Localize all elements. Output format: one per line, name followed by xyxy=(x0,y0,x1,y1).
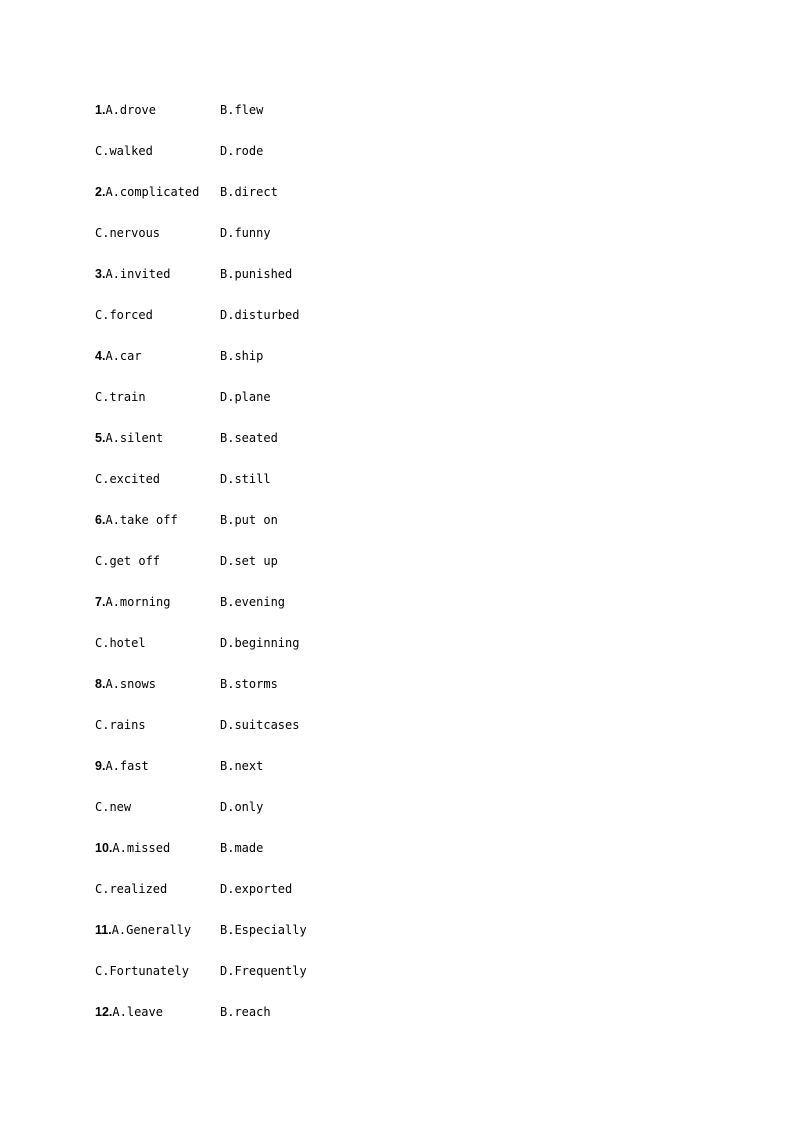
option-d-text: D.beginning xyxy=(220,636,300,650)
question-row-7-ab xyxy=(95,593,395,634)
question-number: 12. xyxy=(95,1005,113,1019)
option-d-text: D.Frequently xyxy=(220,964,307,978)
question-number: 11. xyxy=(95,923,112,937)
question-row-10-ab xyxy=(95,839,395,880)
question-row-9-cd xyxy=(95,798,395,839)
option-a-text: A.take off xyxy=(105,513,178,527)
question-row-6-cd xyxy=(95,552,395,593)
option-d-text: D.still xyxy=(220,472,271,486)
question-number: 2. xyxy=(95,185,106,199)
question-row-3-cd xyxy=(95,306,395,347)
option-b-text: B.reach xyxy=(220,1005,271,1019)
question-row-8-ab xyxy=(95,675,395,716)
question-number: 6. xyxy=(95,513,106,527)
option-c-text: C.train xyxy=(95,390,146,404)
option-a-text: A.Generally xyxy=(111,923,192,937)
question-number: 10. xyxy=(95,841,113,855)
option-b-text: B.made xyxy=(220,841,264,855)
answer-options-list xyxy=(95,101,395,1044)
question-row-1-cd xyxy=(95,142,395,183)
option-d-text: D.suitcases xyxy=(220,718,300,732)
option-a xyxy=(95,265,170,283)
option-d-text: D.exported xyxy=(220,882,293,896)
question-number: 7. xyxy=(95,595,106,609)
question-number: 1. xyxy=(95,103,106,117)
option-a xyxy=(95,347,142,365)
option-c-text: C.Fortunately xyxy=(95,964,189,978)
question-row-6-ab xyxy=(95,511,395,552)
option-a-text: A.car xyxy=(105,349,142,363)
option-a-text: A.snows xyxy=(105,677,157,691)
option-a-text: A.leave xyxy=(112,1005,163,1019)
option-b-text: B.seated xyxy=(220,431,278,445)
option-b-text: B.put on xyxy=(220,513,278,527)
option-a xyxy=(95,429,163,447)
option-a xyxy=(95,757,149,775)
option-a-text: A.fast xyxy=(105,759,149,773)
option-d-text: D.plane xyxy=(220,390,271,404)
question-row-9-ab xyxy=(95,757,395,798)
option-c-text: C.nervous xyxy=(95,226,161,240)
option-d-text: D.set up xyxy=(220,554,278,568)
question-row-1-ab xyxy=(95,101,395,142)
option-a-text: A.silent xyxy=(105,431,164,445)
question-row-5-ab xyxy=(95,429,395,470)
question-number: 9. xyxy=(95,759,106,773)
option-c-text: C.get off xyxy=(95,554,161,568)
option-a xyxy=(95,839,170,857)
question-row-3-ab xyxy=(95,265,395,306)
option-a xyxy=(95,921,191,939)
question-row-2-ab xyxy=(95,183,395,224)
option-d-text: D.only xyxy=(220,800,264,814)
question-row-10-cd xyxy=(95,880,395,921)
question-row-12-ab xyxy=(95,1003,395,1044)
option-c-text: C.walked xyxy=(95,144,153,158)
option-a xyxy=(95,101,156,119)
option-c-text: C.new xyxy=(95,800,132,814)
question-row-11-ab xyxy=(95,921,395,962)
question-row-4-ab xyxy=(95,347,395,388)
option-a-text: A.drove xyxy=(105,103,157,117)
option-b-text: B.flew xyxy=(220,103,264,117)
option-c-text: C.realized xyxy=(95,882,168,896)
option-c-text: C.excited xyxy=(95,472,161,486)
question-number: 5. xyxy=(95,431,106,445)
question-number: 8. xyxy=(95,677,106,691)
option-c-text: C.rains xyxy=(95,718,146,732)
option-a-text: A.invited xyxy=(105,267,171,281)
option-a xyxy=(95,675,156,693)
option-c-text: C.forced xyxy=(95,308,153,322)
option-c-text: C.hotel xyxy=(95,636,146,650)
option-b-text: B.direct xyxy=(220,185,278,199)
option-a xyxy=(95,593,170,611)
question-row-5-cd xyxy=(95,470,395,511)
option-d-text: D.funny xyxy=(220,226,271,240)
option-b-text: B.next xyxy=(220,759,264,773)
question-row-4-cd xyxy=(95,388,395,429)
option-b-text: B.ship xyxy=(220,349,264,363)
option-a xyxy=(95,511,178,529)
question-number: 4. xyxy=(95,349,106,363)
option-a-text: A.morning xyxy=(105,595,171,609)
option-b-text: B.punished xyxy=(220,267,293,281)
option-a xyxy=(95,1003,163,1021)
option-d-text: D.disturbed xyxy=(220,308,300,322)
question-row-7-cd xyxy=(95,634,395,675)
question-row-11-cd xyxy=(95,962,395,1003)
option-d-text: D.rode xyxy=(220,144,264,158)
option-a-text: A.complicated xyxy=(105,185,200,199)
option-b-text: B.storms xyxy=(220,677,278,691)
option-b-text: B.evening xyxy=(220,595,286,609)
question-row-8-cd xyxy=(95,716,395,757)
option-a-text: A.missed xyxy=(112,841,171,855)
question-number: 3. xyxy=(95,267,106,281)
question-row-2-cd xyxy=(95,224,395,265)
option-a xyxy=(95,183,199,201)
option-b-text: B.Especially xyxy=(220,923,307,937)
